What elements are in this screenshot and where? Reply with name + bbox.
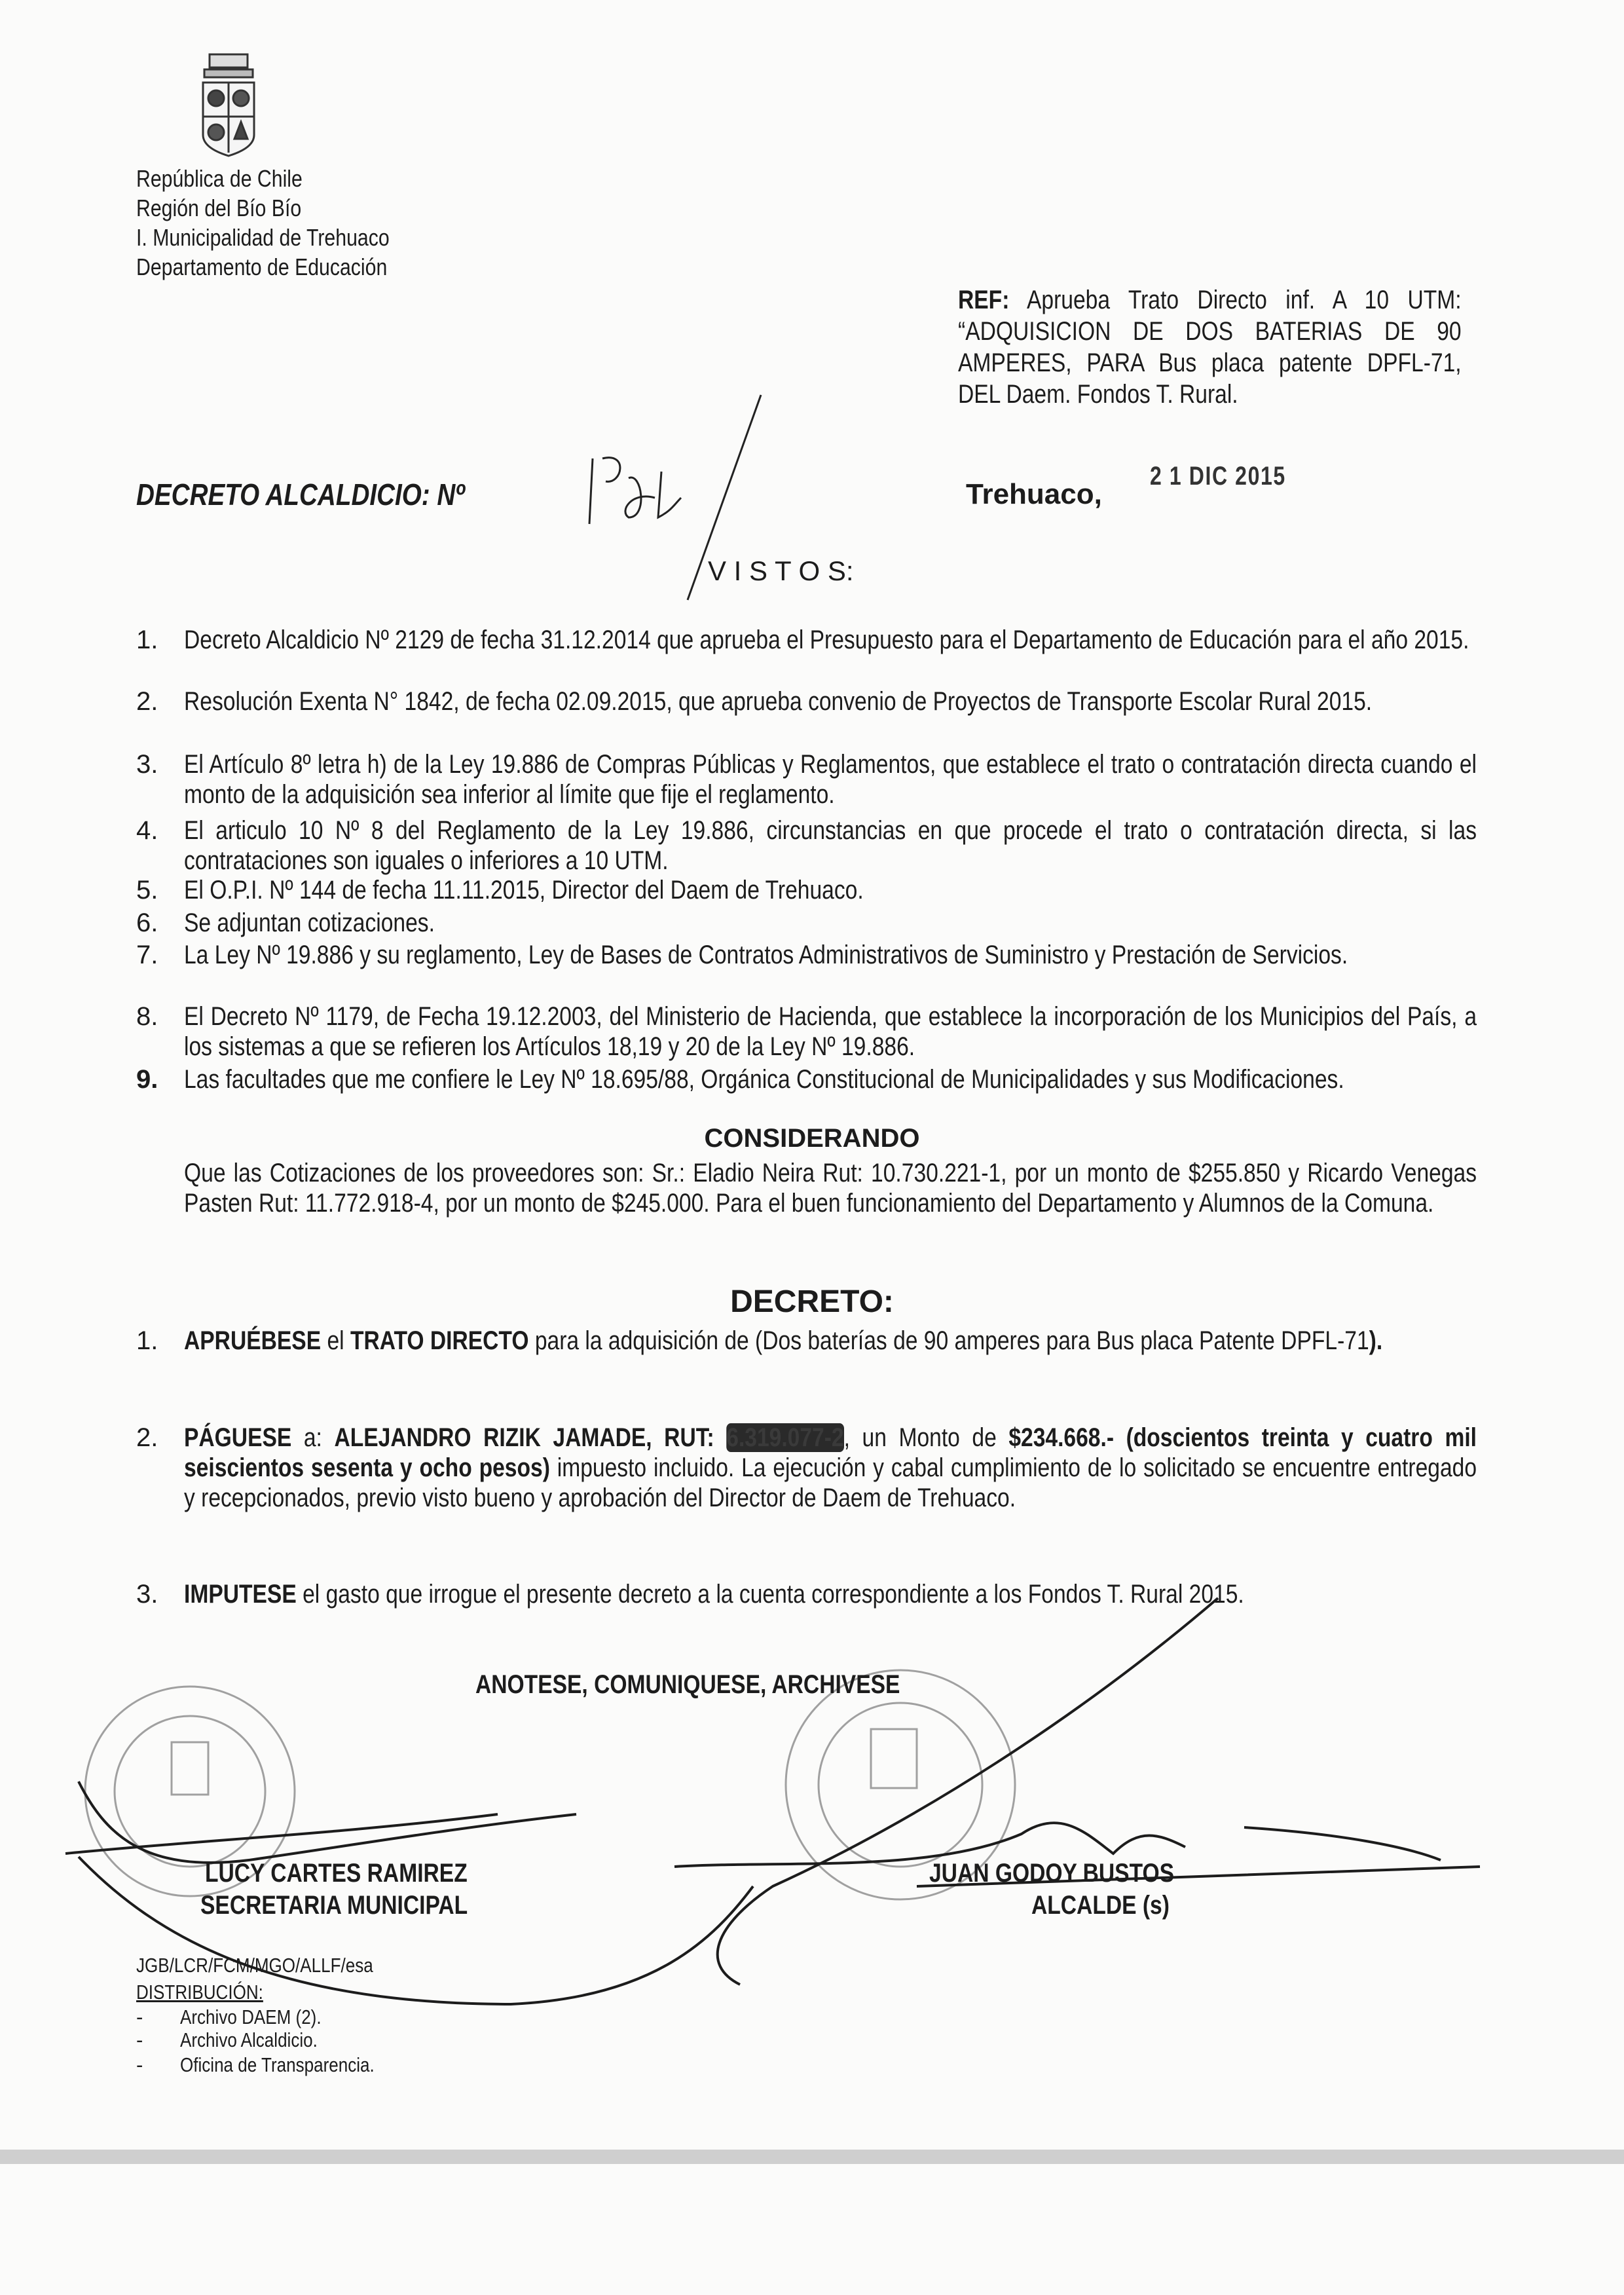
item-text: [184, 1579, 1477, 1609]
text-segment: , un Monto de: [843, 1423, 1009, 1452]
ref-text: Aprueba Trato Directo inf. A 10 UTM: “ADQUISICION DE DOS BATERIAS DE 90 AMPERES, PARA Bus placa patente DPFL-71, DEL Daem. Fondos T. Rural.: [958, 286, 1462, 409]
date-stamp: 2 1 DIC 2015: [1150, 462, 1286, 491]
scan-edge-bar: [0, 2150, 1624, 2164]
reference-block: [958, 284, 1462, 410]
item-number: 1.: [136, 625, 158, 654]
initials: JGB/LCR/FCM/MGO/ALLF/esa: [136, 1954, 373, 1977]
item-text: El articulo 10 Nº 8 del Reglamento de la Ley 19.886, circunstancias en que procede el trato o contratación directa, si las contrataciones son iguales o inferiores a 10 UTM.: [184, 816, 1477, 875]
text-segment: TRATO DIRECTO: [350, 1326, 529, 1355]
item-text: [184, 1423, 1477, 1513]
item-number: 4.: [136, 816, 158, 845]
item-number: 2.: [136, 1423, 158, 1452]
text-segment: $234.668.- (doscientos treinta y cuatro mil seiscientos sesenta y ocho pesos): [184, 1423, 1477, 1482]
header-line: Región del Bío Bío: [136, 195, 302, 221]
item-number: 3.: [136, 750, 158, 779]
item-text: [184, 1326, 1477, 1356]
bullet: -: [136, 2053, 143, 2076]
considerando-text: Que las Cotizaciones de los proveedores son: Sr.: Eladio Neira Rut: 10.730.221-1, por un monto de $255.850 y Ricardo Venegas Pasten Rut: 11.772.918-4, por un monto de $245.000. Para el buen funcionamiento del Departamento y Alumnos de la Comuna.: [184, 1159, 1477, 1218]
text-segment: IMPUTESE: [184, 1580, 297, 1609]
item-number: 8.: [136, 1002, 158, 1031]
signatory-left-name: LUCY CARTES RAMIREZ: [205, 1859, 468, 1888]
text-segment: APRUÉBESE: [184, 1326, 322, 1355]
item-text: La Ley Nº 19.886 y su reglamento, Ley de Bases de Contratos Administrativos de Suministro y Prestación de Servicios.: [184, 941, 1348, 969]
text-segment: impuesto incluido. La ejecución y cabal cumplimiento de lo solicitado se encuentre entregado y recepcionados, previo visto bueno y aprobación del Director de Daem de Trehuaco.: [184, 1453, 1477, 1512]
distribution-item: Archivo Alcaldicio.: [180, 2028, 318, 2051]
bullet: -: [136, 2028, 143, 2051]
item-text: El O.P.I. Nº 144 de fecha 11.11.2015, Director del Daem de Trehuaco.: [184, 876, 864, 905]
signature-right: [674, 1598, 1480, 1985]
item-text: Las facultades que me confiere le Ley Nº 18.695/88, Orgánica Constitucional de Municipalidades y sus Modificaciones.: [184, 1065, 1344, 1094]
item-text: Decreto Alcaldicio Nº 2129 de fecha 31.12.2014 que aprueba el Presupuesto para el Departamento de Educación para el año 2015.: [184, 625, 1469, 654]
considerando-title: CONSIDERANDO: [704, 1124, 920, 1153]
item-number: 7.: [136, 941, 158, 969]
item-number: 9.: [136, 1065, 158, 1094]
ref-label: REF:: [958, 286, 1010, 314]
signatory-right-role: ALCALDE (s): [1031, 1891, 1170, 1920]
item-number: 6.: [136, 908, 158, 937]
text-segment: para la adquisición de (Dos baterías de 90 amperes para Bus placa Patente DPFL-71: [528, 1326, 1369, 1355]
institution-header: [136, 164, 390, 282]
item-number: 3.: [136, 1580, 158, 1609]
decreto-title: DECRETO:: [730, 1284, 894, 1319]
bullet: -: [136, 2006, 143, 2028]
text-segment: a:: [291, 1423, 335, 1452]
item-number: 5.: [136, 876, 158, 905]
distribution-item: Archivo DAEM (2).: [180, 2006, 322, 2028]
vistos-title: V I S T O S:: [708, 555, 854, 586]
handwritten-number: [589, 458, 681, 524]
signatory-right-name: JUAN GODOY BUSTOS: [929, 1859, 1175, 1888]
decree-title: DECRETO ALCALDICIO: Nº: [136, 477, 465, 512]
signatory-left-role: SECRETARIA MUNICIPAL: [200, 1891, 468, 1920]
city-label: Trehuaco,: [966, 478, 1102, 510]
text-segment: el gasto que irrogue el presente decreto a la cuenta correspondiente a los Fondos T. Rural 2015.: [296, 1580, 1244, 1609]
item-number: 1.: [136, 1326, 158, 1355]
distribution-item: Oficina de Transparencia.: [180, 2053, 375, 2076]
text-segment: ALEJANDRO RIZIK JAMADE, RUT:: [334, 1423, 727, 1452]
item-number: 2.: [136, 687, 158, 716]
text-segment: ).: [1369, 1326, 1383, 1355]
item-text: Resolución Exenta N° 1842, de fecha 02.09.2015, que aprueba convenio de Proyectos de Transporte Escolar Rural 2015.: [184, 687, 1373, 716]
redacted-rut: 6.319.077-2: [726, 1423, 844, 1452]
text-segment: el: [321, 1326, 350, 1355]
item-text: Se adjuntan cotizaciones.: [184, 908, 435, 937]
text-segment: PÁGUESE: [184, 1423, 292, 1452]
header-line: República de Chile: [136, 165, 303, 192]
closing-formula: ANOTESE, COMUNIQUESE, ARCHIVESE: [475, 1670, 900, 1699]
distribution-label: DISTRIBUCIÓN:: [136, 1981, 263, 2004]
item-text: El Decreto Nº 1179, de Fecha 19.12.2003, del Ministerio de Hacienda, que establece la incorporación de los Municipios del País, a los sistemas a que se refieren los Artículos 18,19 y 20 de la Ley Nº 19.886.: [184, 1002, 1477, 1061]
item-text: El Artículo 8º letra h) de la Ley 19.886 de Compras Públicas y Reglamentos, que establece el trato o contratación directa cuando el monto de la adquisición sea inferior al límite que fije el reglamento.: [184, 750, 1477, 809]
header-line: Departamento de Educación: [136, 253, 388, 280]
header-line: I. Municipalidad de Trehuaco: [136, 224, 390, 251]
